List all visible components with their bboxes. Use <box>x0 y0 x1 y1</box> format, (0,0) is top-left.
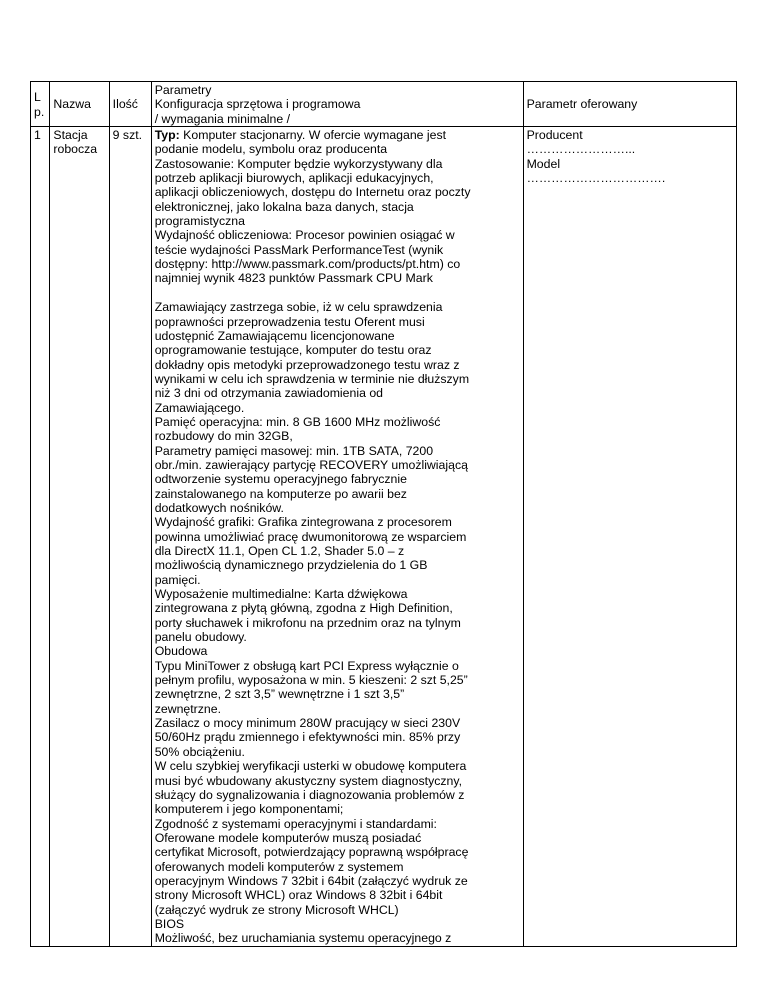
offer-model-label: Model <box>526 156 561 171</box>
row-type-text: Komputer stacjonarny. W ofercie wymagane jest podanie modelu, symbolu oraz producenta <box>154 128 447 157</box>
offer-model-field[interactable]: ……………………………. <box>526 171 666 186</box>
header-lp <box>31 82 50 127</box>
row-parameters <box>151 127 523 947</box>
header-parameters-text: Parametry Konfiguracja sprzętowa i programowa / wymagania minimalne / <box>154 83 361 126</box>
header-lp-line2: p. <box>34 104 45 119</box>
header-name: Nazwa <box>50 82 109 127</box>
row-type-line <box>155 128 520 157</box>
header-parameters <box>151 82 523 127</box>
row-type-label: Typ: <box>154 128 180 143</box>
offer-producer-field[interactable]: ……………………... <box>526 142 636 157</box>
offer-producer-label: Producent <box>526 128 583 143</box>
table-row <box>31 127 737 947</box>
row-name-text: Stacja robocza <box>53 128 98 157</box>
row-offered-parameter <box>523 127 736 947</box>
row-lp: 1 <box>31 127 50 947</box>
table-header-row <box>31 82 737 127</box>
specification-table <box>30 81 737 947</box>
header-offered-parameter: Parametr oferowany <box>523 82 736 127</box>
row-parameters-text: Zastosowanie: Komputer będzie wykorzystywany dla potrzeb aplikacji biurowych, aplikacji edukacyjnych, aplikacji obliczeniowych, dostępu do Internetu oraz poczty elektronicznej, jako lokalna baza danych, stacja programistyczna Wydajność obliczeniowa: Procesor powinien osiągać w teście wydajności PassMark PerformanceTest (wynik dostępny: http://www.passmark.com/products/pt.htm) co najmniej wynik 4823 punktów Passmark CPU Mark Zamawiający zastrzega sobie, iż w celu sprawdzenia poprawności przeprowadzenia testu Oferent musi udostępnić Zamawiającemu licencjonowane oprogramowanie testujące, komputer do testu oraz dokładny opis metodyki przeprowadzonego testu wraz z wynikami w celu ich sprawdzenia w terminie nie dłuższym niż 3 dni od otrzymania zawiadomienia od Zamawiającego. Pamięć operacyjna: min. 8 GB 1600 MHz możliwość rozbudowy do min 32GB, Parametry pamięci masowej: min. 1TB SATA, 7200 obr./min. zawierający partycję RECOVERY umożliwiającą odtworzenie systemu operacyjnego fabrycznie zainstalowanego na komputerze po awarii bez dodatkowych nośników. Wydajność grafiki: Grafika zintegrowana z procesorem powinna umożliwiać pracę dwumonitorową ze wsparciem dla DirectX 11.1, Open CL 1.2, Shader 5.0 – z możliwością dynamicznego przydzielenia do 1 GB pamięci. Wyposażenie multimedialne: Karta dźwiękowa zintegrowana z płytą główną, zgodna z High Definition, porty słuchawek i mikrofonu na przednim oraz na tylnym panelu obudowy. Obudowa Typu MiniTower z obsługą kart PCI Express wyłącznie o pełnym profilu, wyposażona w min. 5 kieszeni: 2 szt 5,25” zewnętrzne, 2 szt 3,5” wewnętrzne i 1 szt 3,5” zewnętrzne. Zasilacz o mocy minimum 280W pracujący w sieci 230V 50/60Hz prądu zmiennego i efektywności min. 85% przy 50% obciążeniu. W celu szybkiej weryfikacji usterki w obudowę komputera musi być wbudowany akustyczny system diagnostyczny, służący do sygnalizowania i diagnozowania problemów z komputerem i jego komponentami; Zgodność z systemami operacyjnymi i standardami: Oferowane modele komputerów muszą posiadać certyfikat Microsoft, potwierdzający poprawną współpracę oferowanych modeli komputerów z systemem operacyjnym Windows 7 32bit i 64bit (załączyć wydruk ze strony Microsoft WHCL) oraz Windows 8 32bit i 64bit (załączyć wydruk ze strony Microsoft WHCL) BIOS Możliwość, bez uruchamiania systemu operacyjnego z <box>154 156 471 946</box>
row-name <box>50 127 109 947</box>
header-lp-line1: L <box>34 90 41 105</box>
row-quantity: 9 szt. <box>109 127 151 947</box>
header-quantity: Ilość <box>109 82 151 127</box>
